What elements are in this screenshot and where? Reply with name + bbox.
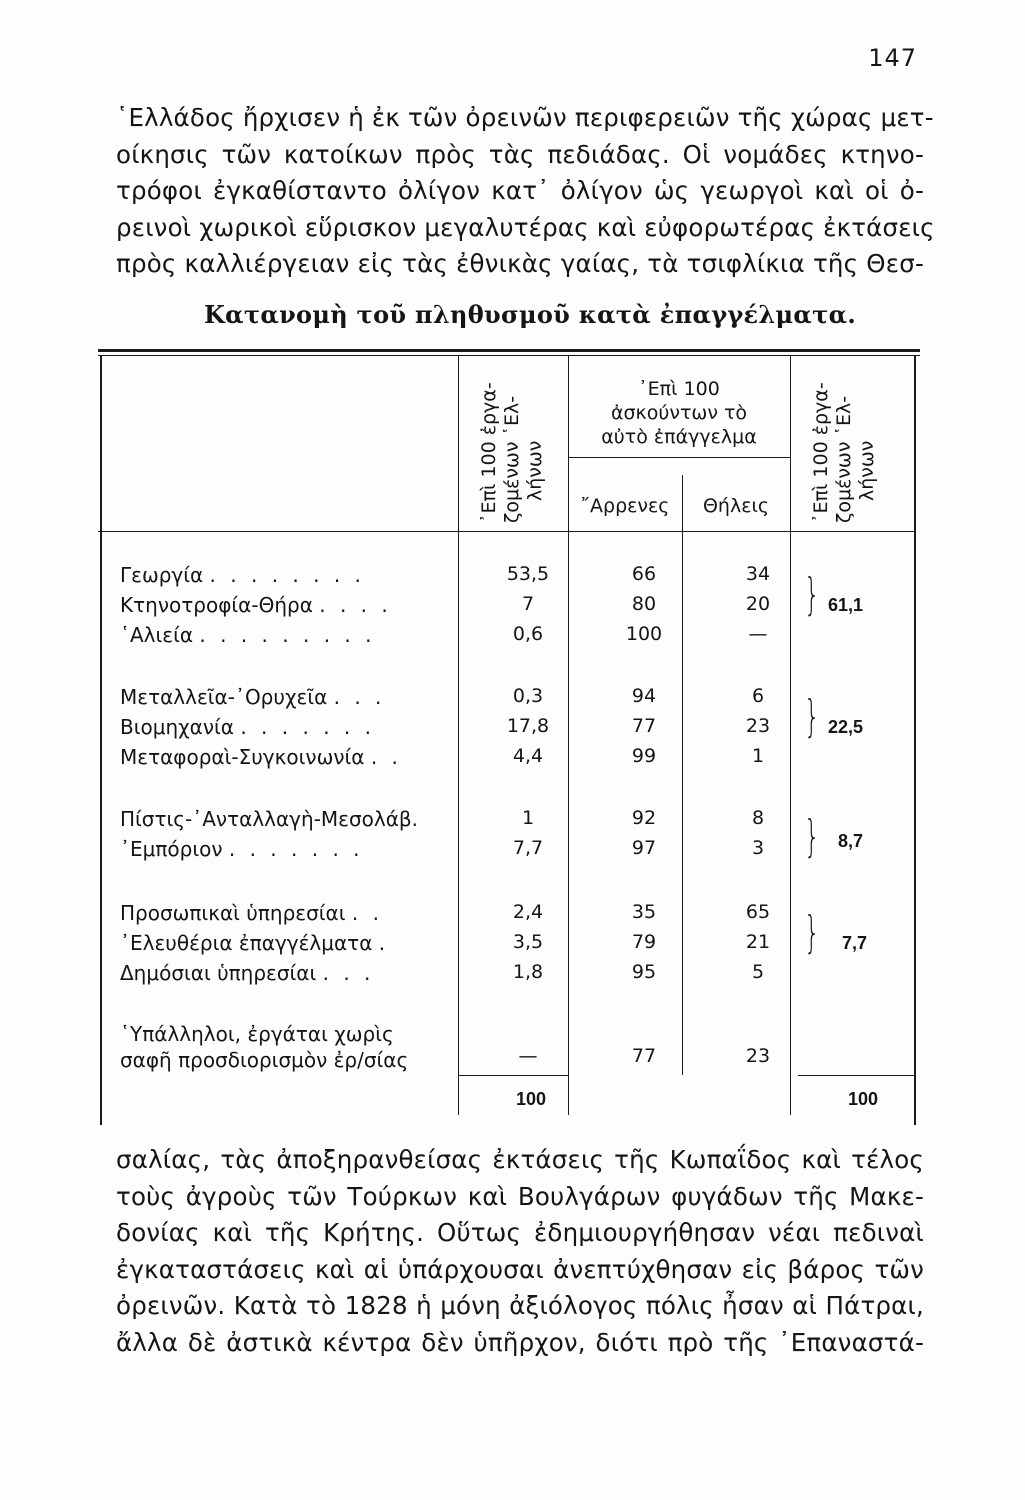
females-value: 21	[745, 931, 771, 953]
table-right-border	[914, 355, 916, 1125]
table-row-label: ᾽Ελευθέρια ἐπαγγέλματα .	[120, 931, 390, 955]
page-number: 147	[868, 44, 917, 72]
top-paragraph	[116, 100, 935, 283]
females-header: Θήλεις	[702, 495, 770, 517]
text-line: οίκησις τῶν κατοίκων πρὸς τὰς πεδιάδας. Οἱ νομάδες κτηνο-	[116, 139, 924, 169]
pct-value: 0,6	[512, 623, 544, 645]
females-value: —	[748, 623, 768, 645]
males-value: 94	[631, 685, 657, 707]
pct-value: 17,8	[506, 715, 550, 737]
females-value: 6	[751, 685, 765, 707]
table-row-label: Βιομηχανία . . . . . . .	[120, 715, 375, 739]
column-divider	[458, 355, 459, 1115]
text-line: ρεινοὶ χωρικοὶ εὕρισκον μεγαλυτέρας καὶ εὐφορωτέρας ἐκτάσεις	[116, 212, 935, 242]
group-total: 7,7	[842, 933, 868, 953]
total-rule	[798, 1075, 916, 1076]
subheader-rule	[568, 457, 790, 458]
table-row-label: Μεταφοραὶ-Συγκοινωνία . .	[120, 745, 402, 769]
females-value: 8	[751, 807, 765, 829]
text-line: πρὸς καλλιέργειαν εἰς τὰς ἐθνικὰς γαίας, τὰ τσιφλίκια τῆς Θεσ-	[116, 249, 924, 278]
females-value: 3	[751, 837, 765, 859]
males-value: 35	[631, 901, 657, 923]
table-row-label: ῾Αλιεία . . . . . . . . .	[120, 623, 376, 647]
group-pct-column-header: ᾽Επὶ 100 ἐργα- ζομένων ῾Ελ- λήνων	[810, 382, 878, 523]
pct-value: 53,5	[506, 563, 550, 585]
table-row-label: ῾Υπάλληλοι, ἐργάται χωρὶς σαφῆ προσδιορισμὸν ἐρ/σίας	[120, 1022, 409, 1072]
males-value: 99	[631, 745, 657, 767]
females-value: 23	[745, 715, 771, 737]
table-top-rule	[98, 349, 920, 352]
text-line: δονίας καὶ τῆς Κρήτης. Οὕτως ἐδημιουργήθησαν νέαι πεδιναὶ	[116, 1218, 924, 1247]
table-left-border	[100, 355, 102, 1125]
pct-column-header: ᾽Επὶ 100 ἐργα- ζομένων ῾Ελ- λήνων	[478, 382, 546, 523]
text-line: ὀρεινῶν. Κατὰ τὸ 1828 ἡ μόνη ἀξιόλογος πόλις ἦσαν αἱ Πάτραι,	[116, 1291, 924, 1320]
females-value: 1	[751, 745, 765, 767]
column-divider	[568, 355, 569, 1115]
pct-value: 0,3	[512, 685, 544, 707]
table-row-label: Πίστις-᾽Ανταλλαγὴ-Μεσολάβ.	[120, 807, 419, 831]
males-value: 77	[631, 715, 657, 737]
pct-value: 1	[521, 807, 535, 829]
total-right: 100	[848, 1089, 879, 1109]
males-value: 66	[631, 563, 657, 585]
males-value: 79	[631, 931, 657, 953]
males-value: 97	[631, 837, 657, 859]
females-value: 23	[745, 1045, 771, 1067]
text-line: σαλίας, τὰς ἀποξηρανθείσας ἐκτάσεις τῆς Κωπαΐδος καὶ τέλος	[116, 1145, 924, 1174]
table-row-label: Κτηνοτροφία-Θήρα . . . .	[120, 593, 392, 617]
females-value: 65	[745, 901, 771, 923]
group-brace: }	[804, 907, 820, 958]
total-left: 100	[516, 1089, 547, 1109]
pct-value: 1,8	[512, 961, 544, 983]
group-brace: }	[804, 811, 820, 862]
table-row-label: Προσωπικαὶ ὑπηρεσίαι . .	[120, 901, 383, 925]
pct-value: 7,7	[512, 837, 544, 859]
table-row-label: Μεταλλεῖα-᾽Ορυχεῖα . . .	[120, 685, 386, 709]
table-title: Κατανομὴ τοῦ πληθυσμοῦ κατὰ ἐπαγγέλματα.	[203, 300, 857, 329]
males-value: 95	[631, 961, 657, 983]
pct-value: 7	[521, 593, 535, 615]
females-value: 34	[745, 563, 771, 585]
group-total: 8,7	[838, 831, 864, 851]
table-top-rule-thin	[98, 355, 920, 356]
males-header: ῎Αρρενες	[580, 495, 670, 517]
group-total: 61,1	[828, 595, 864, 615]
text-line: ἄλλα δὲ ἀστικὰ κέντρα δὲν ὑπῆρχον, διότι πρὸ τῆς ᾽Επαναστά-	[116, 1327, 924, 1357]
group-brace: }	[804, 569, 820, 620]
pct-value: 3,5	[512, 931, 544, 953]
table-row-label: Γεωργία . . . . . . . .	[120, 563, 365, 587]
table-row-label: Δημόσιαι ὑπηρεσίαι . . .	[120, 961, 375, 985]
bottom-paragraph	[116, 1142, 924, 1361]
pct-value: 2,4	[512, 901, 544, 923]
pct-value: —	[518, 1045, 538, 1067]
sex-ratio-header: ᾽Επὶ 100 ἀσκούντων τὸ αὐτὸ ἐπάγγελμα	[601, 378, 757, 448]
pct-value: 4,4	[512, 745, 544, 767]
males-value: 80	[631, 593, 657, 615]
females-value: 5	[751, 961, 765, 983]
occupation-table	[98, 345, 920, 1135]
text-line: ἐγκαταστάσεις καὶ αἱ ὑπάρχουσαι ἀνεπτύχθησαν εἰς βάρος τῶν	[116, 1254, 924, 1284]
group-total: 22,5	[828, 717, 864, 737]
males-value: 77	[631, 1045, 657, 1067]
text-line: τοὺς ἀγροὺς τῶν Τούρκων καὶ Βουλγάρων φυγάδων τῆς Μακε-	[116, 1181, 924, 1211]
males-value: 92	[631, 807, 657, 829]
text-line: ῾Ελλάδος ἤρχισεν ἡ ἐκ τῶν ὀρεινῶν περιφερειῶν τῆς χώρας μετ-	[116, 103, 934, 132]
total-rule	[458, 1075, 568, 1076]
text-line: τρόφοι ἐγκαθίσταντο ὀλίγον κατ᾽ ὀλίγον ὡς γεωργοὶ καὶ οἱ ὀ-	[116, 176, 924, 205]
group-brace: }	[804, 691, 820, 742]
males-value: 100	[625, 623, 663, 645]
females-value: 20	[745, 593, 771, 615]
table-row-label: ᾽Εμπόριον . . . . . . .	[120, 837, 364, 861]
header-bottom-rule	[98, 531, 916, 532]
